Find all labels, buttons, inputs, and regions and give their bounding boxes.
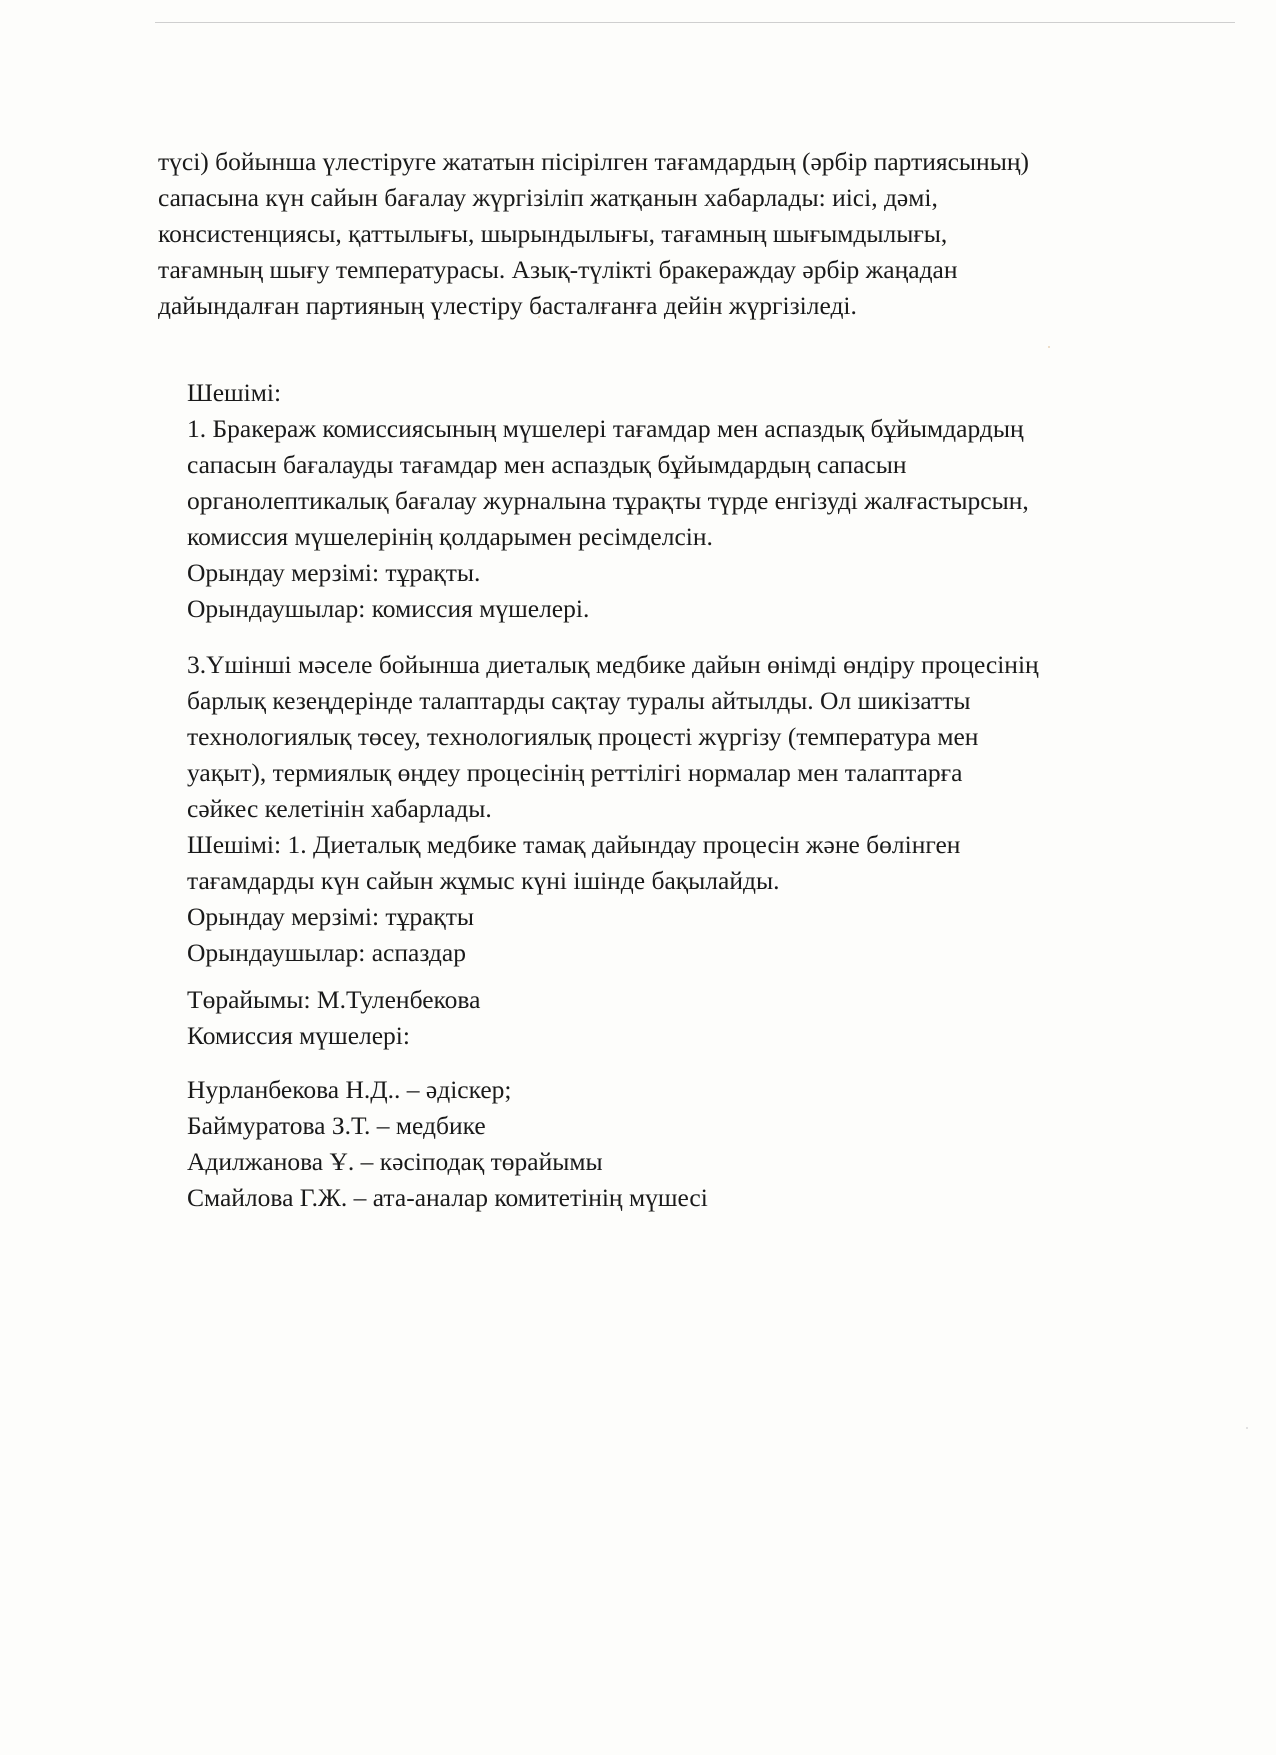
text-line: сапасына күн сайын бағалау жүргізіліп жатқанын хабарлады: иісі, дәмі, xyxy=(158,183,938,212)
decision-section xyxy=(187,375,1227,627)
member-entry: Баймуратова З.Т. – медбике xyxy=(187,1111,486,1140)
text-line: уақыт), термиялық өңдеу процесінің реттілігі нормалар мен талаптарға xyxy=(187,758,963,787)
text-line: түсі) бойынша үлестіруге жататын пісірілген тағамдардың (әрбір партиясының) xyxy=(158,147,1029,176)
scan-speck xyxy=(1048,346,1050,348)
members-list xyxy=(187,1072,1227,1216)
text-line: консистенциясы, қаттылығы, шырындылығы, тағамның шығымдылығы, xyxy=(158,219,948,248)
text-line: сәйкес келетінін хабарлады. xyxy=(187,794,492,823)
text-line: 1. Бракераж комиссиясының мүшелері тағамдар мен аспаздық бұйымдардың xyxy=(187,414,1024,443)
text-line: технологиялық төсеу, технологиялық процесті жүргізу (температура мен xyxy=(187,722,979,751)
intro-paragraph xyxy=(158,144,1198,324)
text-line: органолептикалық бағалау журналына тұрақты түрде енгізуді жалғастырсын, xyxy=(187,486,1029,515)
decision-line: тағамдарды күн сайын жұмыс күні ішінде бақылайды. xyxy=(187,866,780,895)
decision-line: Шешімі: 1. Диеталық медбике тамақ дайындау процесін және бөлінген xyxy=(187,830,961,859)
text-line: сапасын бағалауды тағамдар мен аспаздық бұйымдардың сапасын xyxy=(187,450,907,479)
members-heading: Комиссия мүшелері: xyxy=(187,1021,410,1050)
decision-heading: Шешімі: xyxy=(187,378,282,407)
scan-speck xyxy=(1246,1427,1248,1429)
scan-top-edge xyxy=(155,22,1235,23)
text-line: барлық кезеңдерінде талаптарды сақтау туралы айтылды. Ол шикізатты xyxy=(187,686,971,715)
signatures-section xyxy=(187,982,1227,1054)
chair-line: Төрайымы: М.Туленбекова xyxy=(187,985,481,1014)
executors-line: Орындаушылар: комиссия мүшелері. xyxy=(187,594,590,623)
member-entry: Смайлова Г.Ж. – ата-аналар комитетінің мүшесі xyxy=(187,1183,708,1212)
issue-three-section xyxy=(187,647,1227,971)
deadline-line: Орындау мерзімі: тұрақты. xyxy=(187,558,481,587)
text-line: комиссия мүшелерінің қолдарымен ресімделсін. xyxy=(187,522,713,551)
text-line: 3.Үшінші мәселе бойынша диеталық медбике дайын өнімді өндіру процесінің xyxy=(187,650,1039,679)
text-line: тағамның шығу температурасы. Азық-түлікті бракераждау әрбір жаңадан xyxy=(158,255,958,284)
text-line: дайындалған партияның үлестіру басталғанға дейін жүргізіледі. xyxy=(158,291,857,320)
executors-line: Орындаушылар: аспаздар xyxy=(187,938,466,967)
member-entry: Нурланбекова Н.Д.. – әдіскер; xyxy=(187,1075,512,1104)
deadline-line: Орындау мерзімі: тұрақты xyxy=(187,902,475,931)
member-entry: Адилжанова Ұ. – кәсіподақ төрайымы xyxy=(187,1147,603,1176)
